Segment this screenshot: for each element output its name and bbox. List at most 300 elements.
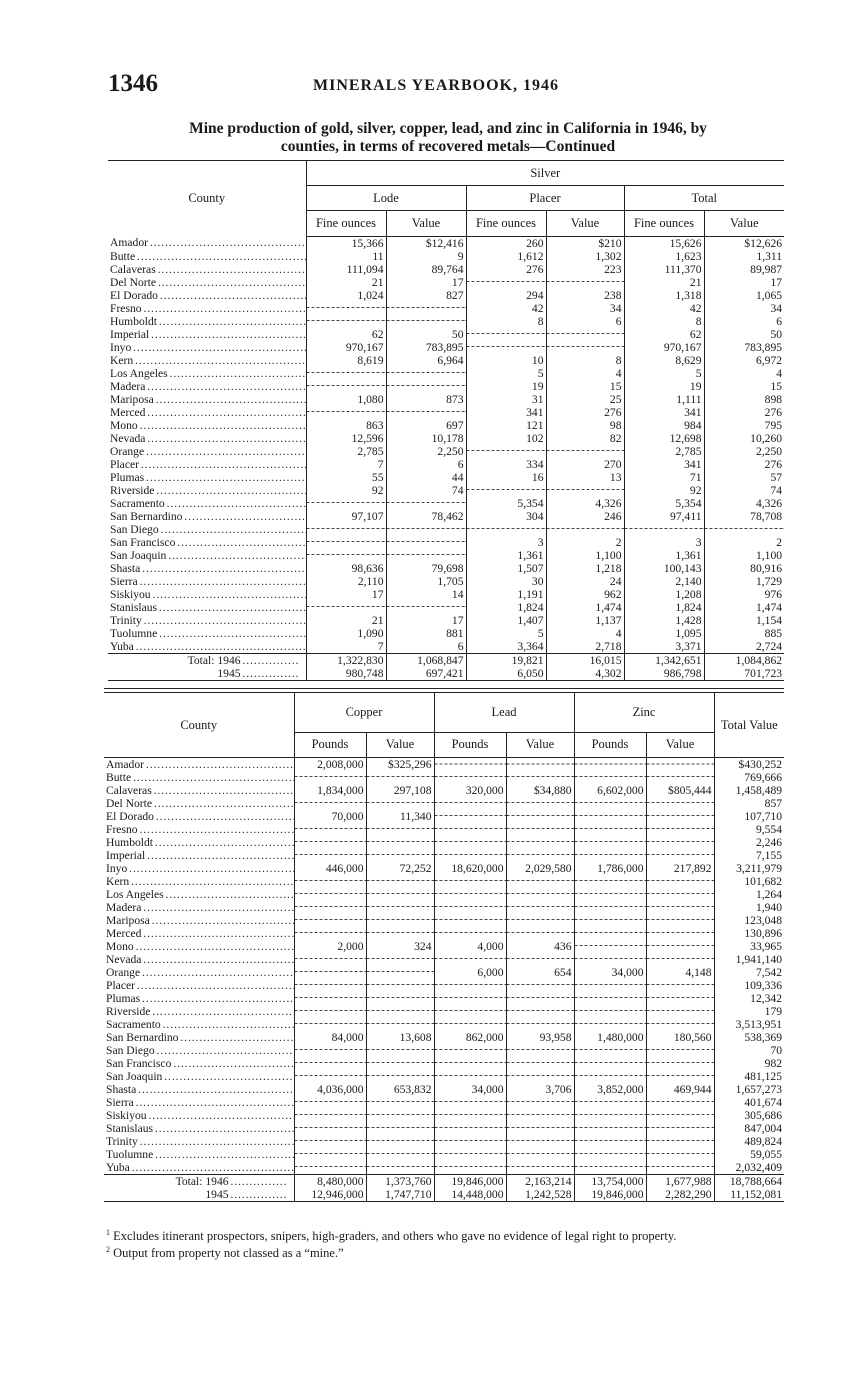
- cell-cu-lb: [294, 888, 366, 901]
- total-placer-oz: 6,050: [466, 667, 546, 681]
- table-row: [108, 276, 784, 289]
- table-row: [104, 797, 784, 810]
- cell-total-oz: 8,629: [624, 354, 704, 367]
- cell-total-oz: 341: [624, 406, 704, 419]
- cell-lode-val: 9: [386, 250, 466, 263]
- cell-total-val: 78,708: [704, 510, 784, 523]
- table-row: [108, 575, 784, 588]
- cell-total-val: 1,311: [704, 250, 784, 263]
- cell-zn-val: [646, 1005, 714, 1018]
- cell-placer-oz: 19: [466, 380, 546, 393]
- table-row: [108, 614, 784, 627]
- cell-total-oz: 2,785: [624, 445, 704, 458]
- cell-total: 7,155: [714, 849, 784, 862]
- cell-zn-val: [646, 1018, 714, 1031]
- cell-zn-lb: [574, 979, 646, 992]
- county-name: Riverside . . .: [104, 1005, 294, 1018]
- total-row: [104, 1175, 784, 1189]
- cell-cu-lb: [294, 901, 366, 914]
- table-row: [108, 471, 784, 484]
- cell-cu-val: [366, 836, 434, 849]
- table-row: [108, 315, 784, 328]
- cell-zn-lb: [574, 1148, 646, 1161]
- silver-table-head: [108, 161, 784, 237]
- cell-pb-lb: [434, 1135, 506, 1148]
- cell-cu-lb: [294, 1122, 366, 1135]
- table-row: [108, 380, 784, 393]
- cell-total: 1,458,489: [714, 784, 784, 797]
- cell-total: 1,657,273: [714, 1083, 784, 1096]
- table-row: [104, 901, 784, 914]
- total-label: Total: 1946 . . .: [104, 1175, 294, 1189]
- total-cu-val: 1,747,710: [366, 1188, 434, 1202]
- table-row: [108, 484, 784, 497]
- cell-total-oz: 5,354: [624, 497, 704, 510]
- placer-value-header: Value: [546, 211, 624, 236]
- cell-placer-oz: 1,612: [466, 250, 546, 263]
- cell-lode-val: [386, 406, 466, 419]
- table-row: [104, 1135, 784, 1148]
- cell-cu-lb: [294, 836, 366, 849]
- total-cu-lb: 12,946,000: [294, 1188, 366, 1202]
- cell-placer-val: [546, 523, 624, 536]
- total-zn-val: 2,282,290: [646, 1188, 714, 1202]
- footnote-2-mark: 2: [106, 1245, 110, 1255]
- county-name: Orange . . .: [108, 445, 306, 458]
- cell-cu-lb: 2,008,000: [294, 758, 366, 772]
- cell-cu-lb: [294, 1148, 366, 1161]
- cell-lode-oz: 17: [306, 588, 386, 601]
- cell-pb-val: 654: [506, 966, 574, 979]
- cell-total-val: 10,260: [704, 432, 784, 445]
- county-name: Shasta . . .: [108, 562, 306, 575]
- cell-total: 489,824: [714, 1135, 784, 1148]
- county-name: Placer . . .: [108, 458, 306, 471]
- cell-cu-val: [366, 1148, 434, 1161]
- county-name: Mono . . .: [104, 940, 294, 953]
- cell-total: 130,896: [714, 927, 784, 940]
- cell-lode-val: [386, 536, 466, 549]
- cell-placer-val: 2: [546, 536, 624, 549]
- cell-total-oz: 970,167: [624, 341, 704, 354]
- cell-total-val: [704, 523, 784, 536]
- total-pb-val: 2,163,214: [506, 1175, 574, 1189]
- county-name: Stanislaus . . .: [108, 601, 306, 614]
- cell-pb-lb: [434, 979, 506, 992]
- metals-county-column-header: County: [104, 693, 294, 758]
- placer-header: Placer: [466, 186, 624, 211]
- cell-lode-oz: [306, 536, 386, 549]
- county-name: Inyo . . .: [108, 341, 306, 354]
- county-name: Yuba . . .: [108, 640, 306, 654]
- cell-pb-lb: 4,000: [434, 940, 506, 953]
- cell-lode-oz: 2,110: [306, 575, 386, 588]
- cell-cu-val: [366, 1057, 434, 1070]
- cell-lode-val: 74: [386, 484, 466, 497]
- cell-lode-val: 17: [386, 614, 466, 627]
- cell-cu-val: 324: [366, 940, 434, 953]
- cell-lode-val: 6: [386, 640, 466, 654]
- cell-placer-oz: [466, 523, 546, 536]
- cell-placer-val: 1,137: [546, 614, 624, 627]
- lead-header: Lead: [434, 693, 574, 732]
- cell-lode-val: 1,705: [386, 575, 466, 588]
- cell-cu-val: [366, 875, 434, 888]
- cell-total-val: 50: [704, 328, 784, 341]
- cell-lode-oz: [306, 302, 386, 315]
- cell-cu-lb: [294, 1044, 366, 1057]
- cell-placer-val: 1,100: [546, 549, 624, 562]
- cell-lode-val: [386, 367, 466, 380]
- county-name: Amador . . .: [108, 236, 306, 250]
- cell-cu-lb: 2,000: [294, 940, 366, 953]
- cell-cu-val: [366, 1135, 434, 1148]
- cell-zn-lb: [574, 888, 646, 901]
- cell-placer-val: 2,718: [546, 640, 624, 654]
- cell-zn-lb: [574, 797, 646, 810]
- cell-total: 1,264: [714, 888, 784, 901]
- cell-total-oz: 1,361: [624, 549, 704, 562]
- cell-total-oz: 92: [624, 484, 704, 497]
- cell-lode-oz: 98,636: [306, 562, 386, 575]
- cell-placer-oz: 334: [466, 458, 546, 471]
- cell-zn-val: [646, 810, 714, 823]
- cell-total-oz: 984: [624, 419, 704, 432]
- cell-cu-lb: [294, 1109, 366, 1122]
- cell-zn-val: [646, 875, 714, 888]
- cell-total-val: 4,326: [704, 497, 784, 510]
- cell-pb-val: [506, 1122, 574, 1135]
- table-row: [104, 1044, 784, 1057]
- cell-placer-val: 270: [546, 458, 624, 471]
- cell-lode-val: [386, 380, 466, 393]
- table-row: [108, 523, 784, 536]
- cell-placer-val: 4,326: [546, 497, 624, 510]
- table-row: [104, 979, 784, 992]
- county-name: Merced . . .: [104, 927, 294, 940]
- cell-zn-lb: [574, 758, 646, 772]
- county-name: Los Angeles . . .: [108, 367, 306, 380]
- cell-placer-oz: 276: [466, 263, 546, 276]
- table-title-line-1: Mine production of gold, silver, copper, lead, and zinc in California in 1946, by: [189, 120, 707, 137]
- cell-total-oz: 8: [624, 315, 704, 328]
- county-name: Sacramento . . .: [104, 1018, 294, 1031]
- cell-pb-lb: [434, 1109, 506, 1122]
- cell-pb-val: [506, 927, 574, 940]
- cell-pb-val: [506, 1109, 574, 1122]
- cell-pb-val: [506, 836, 574, 849]
- cell-cu-val: [366, 992, 434, 1005]
- cell-pb-val: [506, 1070, 574, 1083]
- cell-cu-lb: [294, 979, 366, 992]
- cell-pb-lb: [434, 1122, 506, 1135]
- cell-total-oz: 1,208: [624, 588, 704, 601]
- cell-lode-val: 79,698: [386, 562, 466, 575]
- lead-value-header: Value: [506, 732, 574, 757]
- total-placer-val: 16,015: [546, 653, 624, 667]
- total-lode-val: 1,068,847: [386, 653, 466, 667]
- cell-cu-val: [366, 1122, 434, 1135]
- county-name: San Joaquin . . .: [108, 549, 306, 562]
- cell-placer-oz: [466, 445, 546, 458]
- county-name: Madera . . .: [104, 901, 294, 914]
- cell-zn-val: [646, 758, 714, 772]
- county-name: Calaveras . . .: [104, 784, 294, 797]
- cell-total-val: 57: [704, 471, 784, 484]
- cell-cu-val: [366, 914, 434, 927]
- cell-zn-val: [646, 823, 714, 836]
- cell-placer-oz: 42: [466, 302, 546, 315]
- county-name: Shasta . . .: [104, 1083, 294, 1096]
- cell-pb-lb: [434, 849, 506, 862]
- county-name: Riverside . . .: [108, 484, 306, 497]
- cell-total-val: $12,626: [704, 236, 784, 250]
- footnotes: [106, 1226, 786, 1260]
- cell-pb-lb: [434, 823, 506, 836]
- cell-cu-lb: [294, 953, 366, 966]
- total-label: 1945 . . .: [104, 1188, 294, 1202]
- table-row: [104, 1161, 784, 1175]
- county-name: Del Norte . . .: [104, 797, 294, 810]
- county-name: Imperial . . .: [104, 849, 294, 862]
- cell-cu-lb: [294, 992, 366, 1005]
- cell-zn-val: [646, 888, 714, 901]
- cell-pb-val: [506, 1161, 574, 1175]
- cell-lode-val: 6,964: [386, 354, 466, 367]
- lode-header: Lode: [306, 186, 466, 211]
- cell-lode-val: 881: [386, 627, 466, 640]
- cell-pb-lb: [434, 810, 506, 823]
- cell-total-val: 885: [704, 627, 784, 640]
- footnote-2-text: Output from property not classed as a “mine.”: [113, 1246, 344, 1261]
- total-row: [108, 653, 784, 667]
- cell-total: 847,004: [714, 1122, 784, 1135]
- cell-cu-val: [366, 953, 434, 966]
- cell-total-val: 1,065: [704, 289, 784, 302]
- table-row: [108, 588, 784, 601]
- cell-cu-lb: 4,036,000: [294, 1083, 366, 1096]
- cell-cu-val: [366, 1044, 434, 1057]
- cell-pb-lb: [434, 1096, 506, 1109]
- county-name: Sierra . . .: [104, 1096, 294, 1109]
- county-name: Mono . . .: [108, 419, 306, 432]
- cell-zn-val: [646, 1070, 714, 1083]
- cell-total: 70: [714, 1044, 784, 1057]
- cell-zn-val: [646, 797, 714, 810]
- cell-zn-val: [646, 914, 714, 927]
- cell-placer-oz: 121: [466, 419, 546, 432]
- county-name: Nevada . . .: [108, 432, 306, 445]
- county-name: Kern . . .: [108, 354, 306, 367]
- county-name: Nevada . . .: [104, 953, 294, 966]
- cell-pb-lb: [434, 1148, 506, 1161]
- cell-placer-oz: 1,191: [466, 588, 546, 601]
- cell-total-val: 17: [704, 276, 784, 289]
- table-row: [108, 601, 784, 614]
- total-value-header: Total Value: [714, 693, 784, 758]
- cell-zn-lb: [574, 992, 646, 1005]
- cell-cu-val: [366, 901, 434, 914]
- cell-lode-oz: 55: [306, 471, 386, 484]
- cell-cu-val: [366, 1005, 434, 1018]
- cell-pb-val: 93,958: [506, 1031, 574, 1044]
- cell-total: 12,342: [714, 992, 784, 1005]
- cell-total: 109,336: [714, 979, 784, 992]
- table-row: [108, 236, 784, 250]
- cell-placer-val: 34: [546, 302, 624, 315]
- total-pb-val: 1,242,528: [506, 1188, 574, 1202]
- cell-zn-val: 217,892: [646, 862, 714, 875]
- cell-pb-val: [506, 1044, 574, 1057]
- cell-total: 7,542: [714, 966, 784, 979]
- cell-total: 2,246: [714, 836, 784, 849]
- cell-lode-oz: [306, 315, 386, 328]
- cell-lode-val: 17: [386, 276, 466, 289]
- county-name: San Joaquin . . .: [104, 1070, 294, 1083]
- zinc-pounds-header: Pounds: [574, 732, 646, 757]
- cell-placer-val: 223: [546, 263, 624, 276]
- cell-total-val: 1,729: [704, 575, 784, 588]
- lode-value-header: Value: [386, 211, 466, 236]
- cell-zn-lb: [574, 1135, 646, 1148]
- zinc-header: Zinc: [574, 693, 714, 732]
- cell-cu-val: $325,296: [366, 758, 434, 772]
- page-header: [108, 70, 788, 100]
- cell-pb-lb: [434, 1044, 506, 1057]
- cell-total-oz: 1,824: [624, 601, 704, 614]
- cell-zn-val: [646, 1135, 714, 1148]
- cell-zn-lb: [574, 953, 646, 966]
- table-row: [108, 432, 784, 445]
- cell-zn-val: [646, 836, 714, 849]
- cell-cu-lb: [294, 849, 366, 862]
- cell-total-oz: 21: [624, 276, 704, 289]
- table-row: [104, 1057, 784, 1070]
- cell-placer-val: 276: [546, 406, 624, 419]
- cell-cu-val: [366, 823, 434, 836]
- table-row: [108, 562, 784, 575]
- cell-placer-val: 13: [546, 471, 624, 484]
- cell-total: 59,055: [714, 1148, 784, 1161]
- cell-total-val: 1,474: [704, 601, 784, 614]
- county-name: Mariposa . . .: [108, 393, 306, 406]
- cell-total-val: 15: [704, 380, 784, 393]
- cell-pb-lb: [434, 875, 506, 888]
- cell-placer-oz: [466, 341, 546, 354]
- cell-cu-lb: [294, 1070, 366, 1083]
- total-placer-val: 4,302: [546, 667, 624, 681]
- cell-placer-val: [546, 276, 624, 289]
- silver-table: [108, 160, 784, 681]
- cell-placer-oz: 102: [466, 432, 546, 445]
- cell-placer-val: [546, 445, 624, 458]
- cell-total-oz: 62: [624, 328, 704, 341]
- metals-table-totals: [104, 1175, 784, 1202]
- footnote-1-text: Excludes itinerant prospectors, snipers, high-graders, and others who gave no evidence of legal right to property.: [113, 1229, 677, 1244]
- cell-placer-val: [546, 341, 624, 354]
- county-name: Amador . . .: [104, 758, 294, 772]
- cell-placer-oz: 1,407: [466, 614, 546, 627]
- cell-lode-val: [386, 302, 466, 315]
- footnote-1: [106, 1226, 786, 1243]
- cell-cu-lb: [294, 927, 366, 940]
- table-row: [108, 263, 784, 276]
- county-name: San Bernardino . . .: [108, 510, 306, 523]
- total-pb-lb: 14,448,000: [434, 1188, 506, 1202]
- cell-lode-val: 14: [386, 588, 466, 601]
- cell-zn-val: [646, 927, 714, 940]
- table-row: [104, 784, 784, 797]
- county-name: Humboldt . . .: [108, 315, 306, 328]
- total-total-oz: 986,798: [624, 667, 704, 681]
- cell-pb-lb: [434, 1057, 506, 1070]
- total-header: Total: [624, 186, 784, 211]
- cell-zn-lb: [574, 1109, 646, 1122]
- cell-total-oz: [624, 523, 704, 536]
- cell-pb-val: [506, 1148, 574, 1161]
- cell-lode-oz: 92: [306, 484, 386, 497]
- table-row: [104, 810, 784, 823]
- cell-pb-val: 2,029,580: [506, 862, 574, 875]
- cell-pb-val: [506, 888, 574, 901]
- cell-lode-oz: 21: [306, 614, 386, 627]
- table-row: [108, 367, 784, 380]
- cell-zn-lb: [574, 875, 646, 888]
- table-row: [104, 862, 784, 875]
- cell-pb-val: 436: [506, 940, 574, 953]
- cell-total-val: 276: [704, 406, 784, 419]
- cell-pb-val: 3,706: [506, 1083, 574, 1096]
- cell-total: 538,369: [714, 1031, 784, 1044]
- cell-pb-val: [506, 1057, 574, 1070]
- cell-zn-lb: 3,852,000: [574, 1083, 646, 1096]
- cell-pb-lb: [434, 836, 506, 849]
- footnote-2: [106, 1243, 786, 1260]
- cell-lode-val: 89,764: [386, 263, 466, 276]
- total-total-val: 1,084,862: [704, 653, 784, 667]
- county-name: Tuolumne . . .: [104, 1148, 294, 1161]
- cell-lode-val: 873: [386, 393, 466, 406]
- cell-lode-oz: [306, 497, 386, 510]
- cell-zn-val: [646, 901, 714, 914]
- copper-header: Copper: [294, 693, 434, 732]
- cell-lode-val: 10,178: [386, 432, 466, 445]
- running-title: MINERALS YEARBOOK, 1946: [313, 77, 559, 94]
- table-row: [108, 250, 784, 263]
- cell-placer-oz: 5,354: [466, 497, 546, 510]
- cell-total: 982: [714, 1057, 784, 1070]
- cell-cu-val: [366, 927, 434, 940]
- cell-cu-val: [366, 1070, 434, 1083]
- cell-total-oz: 97,411: [624, 510, 704, 523]
- cell-zn-lb: [574, 771, 646, 784]
- cell-zn-val: [646, 1044, 714, 1057]
- cell-lode-val: 50: [386, 328, 466, 341]
- cell-total-oz: 1,428: [624, 614, 704, 627]
- cell-placer-oz: 3,364: [466, 640, 546, 654]
- total-total-val: 701,723: [704, 667, 784, 681]
- cell-placer-oz: 30: [466, 575, 546, 588]
- cell-placer-val: 15: [546, 380, 624, 393]
- county-name: Sierra . . .: [108, 575, 306, 588]
- cell-pb-lb: [434, 771, 506, 784]
- cell-lode-oz: 970,167: [306, 341, 386, 354]
- cell-placer-oz: 260: [466, 236, 546, 250]
- county-name: Orange . . .: [104, 966, 294, 979]
- cell-pb-lb: 862,000: [434, 1031, 506, 1044]
- cell-cu-val: 297,108: [366, 784, 434, 797]
- cell-total-val: 34: [704, 302, 784, 315]
